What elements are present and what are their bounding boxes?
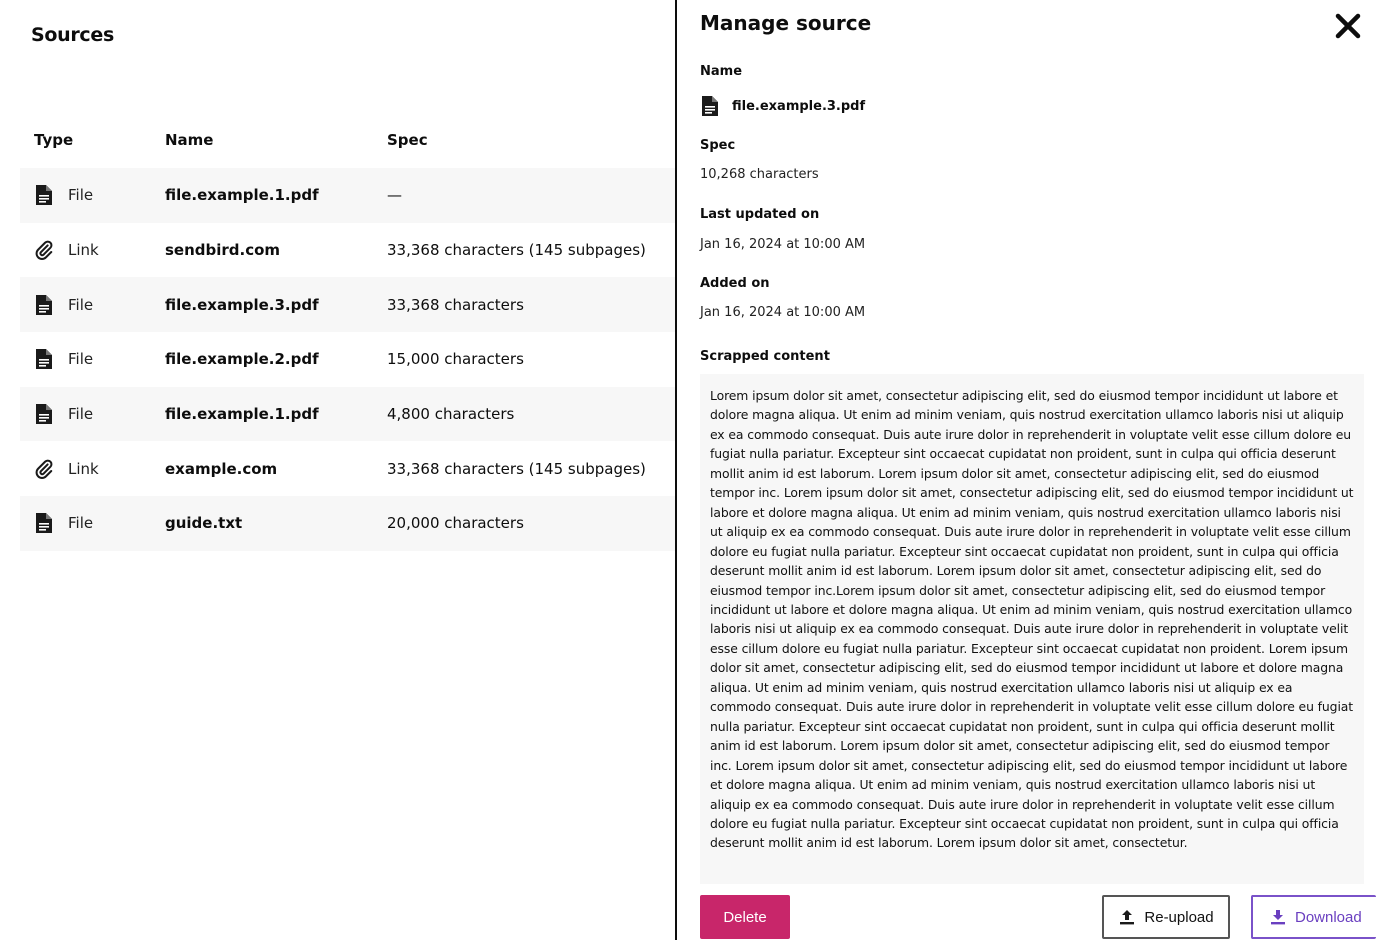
file-icon (34, 184, 54, 206)
row-name: file.example.2.pdf (165, 350, 319, 369)
download-button[interactable] (1251, 895, 1376, 939)
table-row[interactable] (20, 277, 675, 332)
source-name: file.example.3.pdf (732, 98, 866, 114)
spec-label: Spec (700, 138, 736, 153)
added-on-label: Added on (700, 276, 770, 291)
row-type-label: File (68, 514, 94, 533)
row-name: example.com (165, 459, 278, 478)
scrapped-content-label: Scrapped content (700, 349, 830, 364)
last-updated-value: Jan 16, 2024 at 10:00 AM (700, 237, 866, 252)
row-type-label: File (68, 405, 94, 424)
delete-button-label: Delete (723, 908, 767, 926)
close-icon[interactable] (1334, 12, 1362, 40)
file-icon (34, 403, 54, 425)
download-icon (1269, 908, 1287, 926)
table-row[interactable] (20, 387, 675, 442)
row-type (20, 458, 165, 480)
column-header-type: Type (34, 131, 74, 149)
table-row[interactable] (20, 332, 675, 387)
row-name: file.example.1.pdf (165, 405, 319, 424)
file-icon (34, 512, 54, 534)
scrapped-content-box[interactable] (700, 374, 1364, 884)
table-header (20, 112, 675, 168)
spec-value: 10,268 characters (700, 167, 819, 182)
row-name: file.example.1.pdf (165, 186, 319, 205)
table-row[interactable] (20, 223, 675, 278)
row-type-label: Link (68, 459, 99, 478)
file-icon (700, 95, 720, 117)
row-type (20, 239, 165, 261)
row-spec: 33,368 characters (145 subpages) (387, 241, 646, 260)
row-type (20, 348, 165, 370)
row-type-label: File (68, 295, 94, 314)
paperclip-icon (34, 458, 54, 480)
scrapped-content-text: Lorem ipsum dolor sit amet, consectetur adipiscing elit, sed do eiusmod tempor incididunt ut labore et dolore magna aliqua. Ut enim ad minim veniam, quis nostrud exercitation ullamco laboris nisi ut aliquip ex ea commodo consequat. Duis aute irure dolor in reprehenderit in voluptate velit esse cillum dolore eu fugiat nulla pariatur. Excepteur sint occaecat cupidatat non proident, sunt in culpa qui officia deserunt mollit anim id est laborum. Lorem ipsum dolor sit amet, consectetur adipiscing elit, sed do eiusmod tempor inc. Lorem ipsum dolor sit amet, consectetur adipiscing elit, sed do eiusmod tempor incididunt ut labore et dolore magna aliqua. Ut enim ad minim veniam, quis nostrud exercitation ullamco laboris nisi ut aliquip ex ea commodo consequat. Duis aute irure dolor in reprehenderit in voluptate velit esse cillum dolore eu fugiat nulla pariatur. Excepteur sint occaecat cupidatat non proident, sunt in culpa qui officia deserunt mollit anim id est laborum. Lorem ipsum dolor sit amet, consectetur adipiscing elit, sed do eiusmod tempor inc.Lorem ipsum dolor sit amet, consectetur adipiscing elit, sed do eiusmod tempor incididunt ut labore et dolore magna aliqua. Ut enim ad minim veniam, quis nostrud exercitation ullamco laboris nisi ut aliquip ex ea commodo consequat. Duis aute irure dolor in reprehenderit in voluptate velit esse cillum dolore eu fugiat nulla pariatur. Excepteur sint occaecat cupidatat non proident. Lorem ipsum dolor sit amet, consectetur adipiscing elit, sed do eiusmod tempor incididunt ut labore et dolore magna aliqua. Ut enim ad minim veniam, quis nostrud exercitation ullamco laboris nisi ut aliquip ex ea commodo consequat. Duis aute irure dolor in reprehenderit in voluptate velit esse cillum dolore eu fugiat nulla pariatur. Excepteur sint occaecat cupidatat non proident, sunt in culpa qui officia deserunt mollit anim id est laborum. Lorem ipsum dolor sit amet, consectetur adipiscing elit, sed do eiusmod tempor inc. Lorem ipsum dolor sit amet, consectetur adipiscing elit, sed do eiusmod tempor incididunt ut labore et dolore magna aliqua. Ut enim ad minim veniam, quis nostrud exercitation ullamco laboris nisi ut aliquip ex ea commodo consequat. Duis aute irure dolor in reprehenderit in voluptate velit esse cillum dolore eu fugiat nulla pariatur. Excepteur sint occaecat cupidatat non proident, sunt in culpa qui officia deserunt mollit anim id est laborum. Lorem ipsum dolor sit amet, consectetur. (710, 388, 1354, 851)
row-type-label: File (68, 186, 94, 205)
row-spec: 20,000 characters (387, 514, 524, 533)
row-name: file.example.3.pdf (165, 295, 319, 314)
row-spec: 33,368 characters (145 subpages) (387, 459, 646, 478)
reupload-button-label: Re-upload (1144, 908, 1214, 926)
row-spec: 4,800 characters (387, 405, 515, 424)
file-icon (34, 294, 54, 316)
row-type (20, 403, 165, 425)
row-type (20, 184, 165, 206)
row-name: guide.txt (165, 514, 243, 533)
row-type (20, 512, 165, 534)
row-type (20, 294, 165, 316)
reupload-button[interactable] (1102, 895, 1230, 939)
table-row[interactable] (20, 496, 675, 551)
row-spec: 33,368 characters (387, 295, 524, 314)
page-title: Sources (31, 24, 114, 46)
name-label: Name (700, 64, 743, 79)
panel-title: Manage source (700, 11, 872, 35)
column-header-name: Name (165, 131, 214, 149)
column-header-spec: Spec (387, 131, 428, 149)
sources-table (20, 112, 675, 551)
row-spec: 15,000 characters (387, 350, 524, 369)
table-row[interactable] (20, 441, 675, 496)
row-spec: — (387, 186, 402, 205)
row-name: sendbird.com (165, 241, 281, 260)
name-value (700, 95, 865, 117)
delete-button[interactable] (700, 895, 790, 939)
row-type-label: Link (68, 241, 99, 260)
upload-icon (1118, 908, 1136, 926)
file-icon (34, 348, 54, 370)
table-body (20, 168, 675, 551)
manage-source-panel (677, 0, 1376, 940)
row-type-label: File (68, 350, 94, 369)
paperclip-icon (34, 239, 54, 261)
table-row[interactable] (20, 168, 675, 223)
sources-pane (0, 0, 675, 940)
added-on-value: Jan 16, 2024 at 10:00 AM (700, 305, 866, 320)
last-updated-label: Last updated on (700, 207, 820, 222)
download-button-label: Download (1295, 908, 1362, 926)
